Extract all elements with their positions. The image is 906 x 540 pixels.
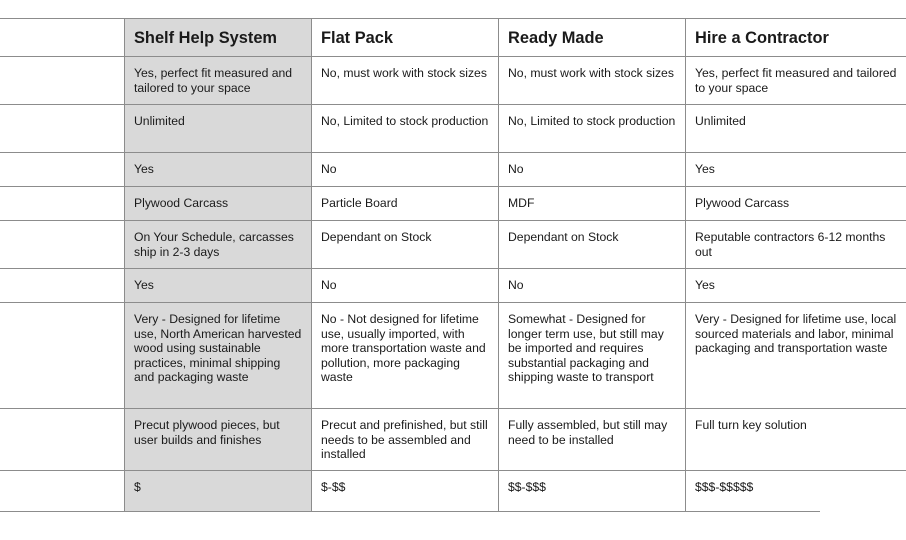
table-cell: Somewhat - Designed for longer term use, but still may be imported and requires substantial packaging and shipping waste to transport	[499, 302, 686, 408]
table-row	[0, 470, 820, 512]
table-row	[0, 268, 820, 302]
column-header: Shelf Help System	[124, 18, 312, 56]
column-header: Ready Made	[499, 18, 686, 56]
column-header: Flat Pack	[312, 18, 499, 56]
table-cell: Unlimited	[686, 104, 906, 152]
table-cell: Fully assembled, but still may need to be installed	[499, 408, 686, 470]
table-cell: $	[124, 470, 312, 512]
table-cell: Very - Designed for lifetime use, North American harvested wood using sustainable practices, minimal shipping and packaging waste	[124, 302, 312, 408]
table-cell: No	[312, 268, 499, 302]
table-cell: $$$-$$$$$	[686, 470, 906, 512]
table-cell: $$-$$$	[499, 470, 686, 512]
table-cell: $-$$	[312, 470, 499, 512]
table-row	[0, 152, 820, 186]
table-row	[0, 220, 886, 268]
table-row	[0, 408, 820, 470]
table-cell: No, must work with stock sizes	[499, 56, 686, 104]
table-cell: Yes	[686, 152, 906, 186]
comparison-table	[0, 18, 897, 512]
table-bottom-border	[0, 511, 820, 512]
table-cell: Unlimited	[124, 104, 312, 152]
table-cell: Dependant on Stock	[312, 220, 499, 268]
table-cell: No, must work with stock sizes	[312, 56, 499, 104]
table-cell: Precut and prefinished, but still needs to be assembled and installed	[312, 408, 499, 470]
table-cell: No	[312, 152, 499, 186]
table-row	[0, 56, 897, 104]
table-cell: Plywood Carcass	[686, 186, 906, 220]
table-cell: Yes	[124, 152, 312, 186]
table-row	[0, 104, 820, 152]
table-cell: Very - Designed for lifetime use, local sourced materials and labor, minimal packaging and transportation waste	[686, 302, 906, 408]
header-row	[0, 18, 829, 56]
table-cell: Dependant on Stock	[499, 220, 686, 268]
header-corner	[0, 18, 125, 56]
table-cell: No - Not designed for lifetime use, usually imported, with more transportation waste and pollution, more packaging waste	[312, 302, 499, 408]
table-cell: MDF	[499, 186, 686, 220]
table-cell: No	[499, 268, 686, 302]
table-cell: Plywood Carcass	[124, 186, 312, 220]
table-cell: Yes	[124, 268, 312, 302]
column-header: Hire a Contractor	[686, 18, 906, 56]
table-cell: Yes, perfect fit measured and tailored to your space	[124, 56, 312, 104]
table-cell: Yes	[686, 268, 906, 302]
table-cell: No, Limited to stock production	[312, 104, 499, 152]
table-cell: Yes, perfect fit measured and tailored to your space	[686, 56, 906, 104]
table-cell: No, Limited to stock production	[499, 104, 686, 152]
table-row	[0, 302, 897, 408]
table-cell: No	[499, 152, 686, 186]
table-cell: Full turn key solution	[686, 408, 906, 470]
table-cell: Precut plywood pieces, but user builds and finishes	[124, 408, 312, 470]
table-cell: Particle Board	[312, 186, 499, 220]
table-cell: Reputable contractors 6-12 months out	[686, 220, 906, 268]
table-row	[0, 186, 820, 220]
table-cell: On Your Schedule, carcasses ship in 2-3 days	[124, 220, 312, 268]
